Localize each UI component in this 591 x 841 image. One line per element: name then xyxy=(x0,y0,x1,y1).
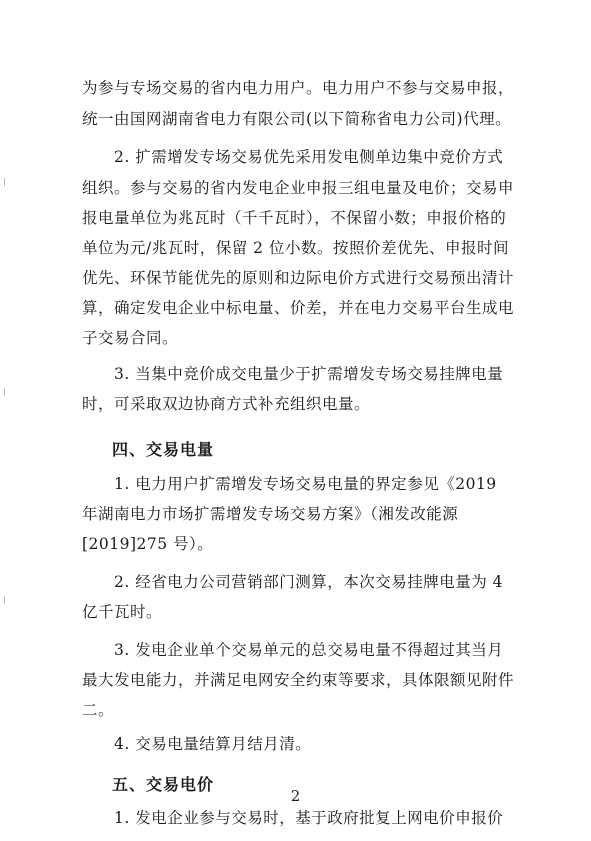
text-line: 报电量单位为兆瓦时（千千瓦时），不保留小数；申报价格的 xyxy=(82,209,507,227)
scan-mark xyxy=(4,178,5,186)
text-line: 统一由国网湖南省电力有限公司(以下简称省电力公司)代理。 xyxy=(82,110,512,128)
text-line: 年湖南电力市场扩需增发专场交易方案》（湘发改能源 xyxy=(82,505,459,523)
text-line: 3. 发电企业单个交易单元的总交易电量不得超过其当月 xyxy=(114,641,504,659)
page-number: 2 xyxy=(290,787,301,805)
text-line: [2019]275 号）。 xyxy=(82,535,214,553)
text-line: 单位为元/兆瓦时，保留 2 位小数。按照价差优先、申报时间 xyxy=(82,239,509,257)
text-line: 3. 当集中竞价成交电量少于扩需增发专场交易挂牌电量 xyxy=(114,365,504,383)
text-line: 2. 经省电力公司营销部门测算，本次交易挂牌电量为 4 xyxy=(114,573,504,591)
text-line: 为参与专场交易的省内电力用户。电力用户不参与交易申报， xyxy=(82,79,515,97)
section-heading: 四、交易电量 xyxy=(112,440,215,459)
scan-mark xyxy=(4,596,5,604)
text-line: 1. 发电企业参与交易时，基于政府批复上网电价申报价 xyxy=(114,809,504,827)
scan-mark xyxy=(4,388,5,396)
text-line: 2. 扩需增发专场交易优先采用发电侧单边集中竞价方式 xyxy=(114,148,504,166)
text-line: 1. 电力用户扩需增发专场交易电量的界定参见《2019 xyxy=(114,475,497,493)
text-line: 时，可采取双边协商方式补充组织电量。 xyxy=(82,395,371,413)
text-line: 优先、环保节能优先的原则和边际电价方式进行交易预出清计 xyxy=(82,269,515,287)
text-line: 亿千瓦时。 xyxy=(82,603,163,621)
text-line: 算，确定发电企业中标电量、价差，并在电力交易平台生成电 xyxy=(82,299,515,317)
text-line: 子交易合同。 xyxy=(82,329,179,347)
section-heading: 五、交易电价 xyxy=(112,775,215,794)
text-line: 最大发电能力，并满足电网安全约束等要求，具体限额见附件 xyxy=(82,671,515,689)
text-line: 4. 交易电量结算月结月清。 xyxy=(114,735,312,753)
text-line: 二。 xyxy=(82,701,115,719)
text-line: 组织。参与交易的省内发电企业申报三组电量及电价；交易申 xyxy=(82,179,515,197)
